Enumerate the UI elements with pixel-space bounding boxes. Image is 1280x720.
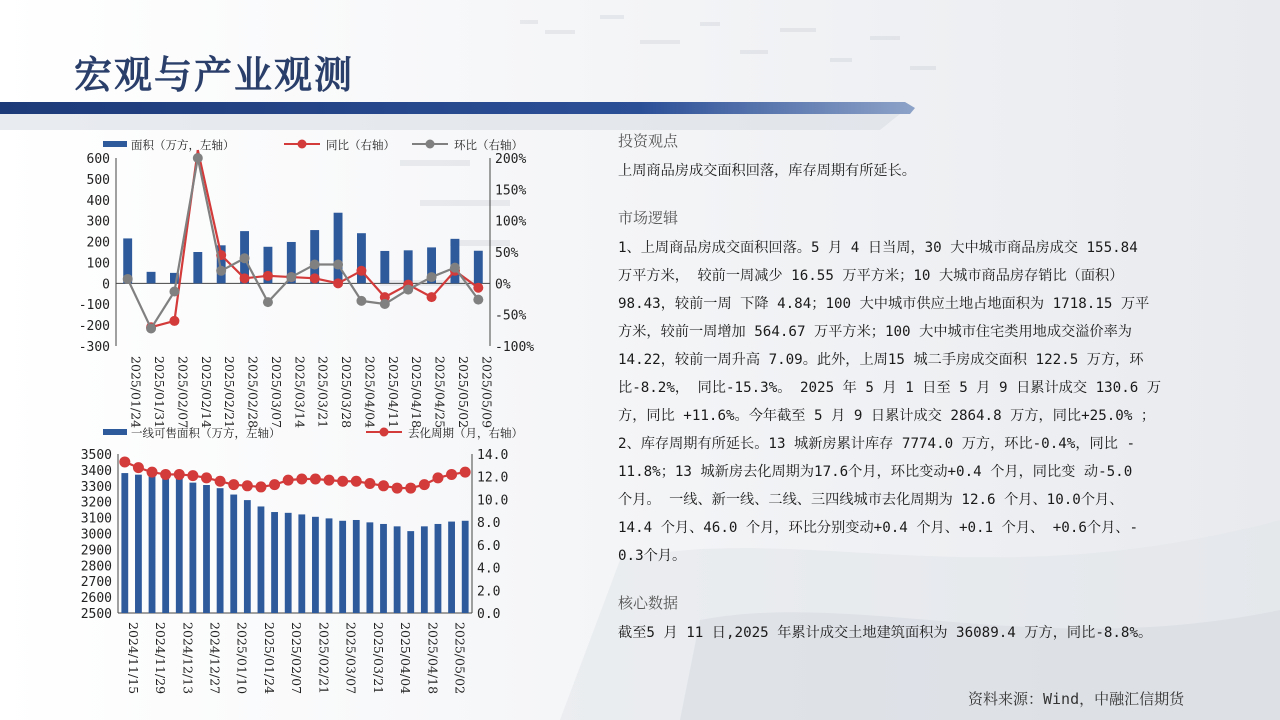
legend-label: 一线可售面积（万方，左轴） bbox=[131, 426, 281, 440]
x-tick-label: 2025/04/25 bbox=[432, 356, 448, 429]
y-tick-label-right: 14.0 bbox=[477, 448, 509, 463]
bar bbox=[135, 475, 142, 613]
x-tick-label: 2024/11/29 bbox=[153, 622, 169, 695]
y-tick-label-left: -200 bbox=[78, 319, 110, 335]
series-marker bbox=[427, 272, 437, 282]
y-tick-label-left: 3300 bbox=[80, 479, 112, 495]
x-tick-label: 2025/02/21 bbox=[316, 622, 332, 695]
right-text-panel bbox=[618, 130, 1238, 647]
source-note: 资料来源：Wind，中融汇信期货 bbox=[968, 690, 1185, 708]
bar bbox=[244, 500, 251, 613]
bar bbox=[421, 526, 428, 613]
series-marker bbox=[378, 480, 389, 491]
x-tick-label: 2025/02/21 bbox=[222, 356, 238, 429]
y-tick-label-right: 0% bbox=[495, 277, 511, 293]
bar bbox=[326, 518, 333, 613]
series-marker bbox=[296, 473, 307, 484]
series-marker bbox=[242, 480, 253, 491]
bar bbox=[285, 513, 292, 613]
y-tick-label-left: 3400 bbox=[80, 463, 112, 479]
y-tick-label-left: 2800 bbox=[80, 559, 112, 575]
series-marker bbox=[333, 260, 343, 270]
series-marker bbox=[123, 274, 133, 284]
legend-label: 环比（右轴） bbox=[454, 138, 523, 152]
y-tick-label-left: 3000 bbox=[80, 527, 112, 543]
series-marker bbox=[119, 456, 130, 467]
series-marker bbox=[240, 273, 250, 283]
series-marker bbox=[310, 260, 320, 270]
series-marker bbox=[337, 476, 348, 487]
bar bbox=[394, 526, 401, 613]
x-tick-label: 2025/02/14 bbox=[198, 356, 214, 429]
x-tick-label: 2025/02/07 bbox=[175, 356, 191, 429]
bar bbox=[258, 506, 265, 613]
x-tick-label: 2025/01/24 bbox=[261, 622, 277, 695]
market-logic-line: 0.3个月。 bbox=[618, 548, 687, 564]
x-tick-label: 2025/02/28 bbox=[245, 356, 261, 429]
y-tick-label-right: 8.0 bbox=[477, 516, 501, 532]
y-tick-label-left: 0 bbox=[102, 277, 110, 293]
market-logic-line: 方米，较前一周增加 564.67 万平方米；100 大中城市住宅类用地成交溢价率为 bbox=[618, 324, 1132, 340]
series-marker bbox=[187, 470, 198, 481]
market-logic-line: 比-8.2%， 同比-15.3%。 2025 年 5 月 1 日至 5 月 9 日累计成交 130.6 万 bbox=[618, 380, 1162, 396]
legend-label: 同比（右轴） bbox=[326, 138, 395, 152]
bar bbox=[189, 483, 196, 613]
series-marker bbox=[133, 462, 144, 473]
y-tick-label-left: -100 bbox=[78, 298, 110, 314]
series-marker bbox=[174, 469, 185, 480]
y-tick-label-left: 500 bbox=[86, 172, 110, 188]
series-marker bbox=[269, 479, 280, 490]
series-marker bbox=[310, 473, 321, 484]
legend-bar-swatch bbox=[103, 429, 127, 435]
series-marker bbox=[380, 299, 390, 309]
bar bbox=[230, 495, 237, 613]
y-tick-label-left: 3100 bbox=[80, 511, 112, 527]
legend-marker bbox=[380, 428, 389, 437]
legend-label: 去化周期（月，右轴） bbox=[408, 426, 523, 440]
x-tick-label: 2025/04/11 bbox=[385, 356, 401, 429]
series-marker bbox=[460, 467, 471, 478]
x-tick-label: 2025/05/02 bbox=[455, 356, 471, 429]
market-logic-line: 11.8%；13 城新房去化周期为17.6个月，环比变动+0.4 个月，同比变 动-5.0 bbox=[618, 464, 1133, 480]
series-marker bbox=[419, 479, 430, 490]
series-marker bbox=[427, 292, 437, 302]
series-marker bbox=[215, 476, 226, 487]
y-tick-label-right: 150% bbox=[495, 183, 527, 199]
x-tick-label: 2025/04/18 bbox=[409, 356, 425, 429]
market-logic-line: 个月。 一线、新一线、二线、三四线城市去化周期为 12.6 个月、10.0个月、 bbox=[618, 492, 1124, 508]
series-marker bbox=[147, 467, 158, 478]
y-tick-label-left: 2600 bbox=[80, 591, 112, 607]
y-tick-label-right: -100% bbox=[495, 340, 535, 355]
x-tick-label: 2025/05/09 bbox=[479, 356, 495, 429]
market-logic-line: 98.43，较前一周 下降 4.84；100 大中城市供应土地占地面积为 1718.15 万平 bbox=[618, 296, 1150, 312]
legend-marker bbox=[298, 140, 307, 149]
series-marker bbox=[473, 283, 483, 293]
bar bbox=[407, 531, 414, 613]
y-tick-label-right: 0.0 bbox=[477, 607, 501, 622]
section-heading-core-data: 核心数据 bbox=[618, 594, 679, 612]
x-tick-label: 2025/04/04 bbox=[362, 356, 378, 429]
bar bbox=[193, 252, 202, 283]
bar bbox=[435, 524, 442, 613]
market-logic-line: 2、库存周期有所延长。13 城新房累计库存 7774.0 万方，环比-0.4%，同比 - bbox=[618, 436, 1135, 452]
y-tick-label-left: 3500 bbox=[80, 448, 112, 463]
y-tick-label-right: 12.0 bbox=[477, 470, 509, 486]
bar bbox=[380, 524, 387, 613]
series-marker bbox=[324, 475, 335, 486]
y-tick-label-right: 4.0 bbox=[477, 561, 501, 577]
x-tick-label: 2025/01/10 bbox=[234, 622, 250, 695]
market-logic-line: 方，同比 +11.6%。今年截至 5 月 9 日累计成交 2864.8 万方，同比+25.0% ； bbox=[618, 408, 1156, 424]
y-tick-label-right: 2.0 bbox=[477, 584, 501, 600]
series-line-segment bbox=[198, 150, 221, 255]
market-logic-text bbox=[618, 234, 1238, 570]
x-tick-label: 2025/01/31 bbox=[152, 356, 168, 429]
series-marker bbox=[201, 472, 212, 483]
bar bbox=[271, 512, 278, 613]
bar bbox=[149, 475, 156, 613]
series-marker bbox=[403, 285, 413, 295]
series-marker bbox=[364, 478, 375, 489]
series-marker bbox=[473, 295, 483, 305]
series-marker bbox=[450, 263, 460, 273]
series-marker bbox=[356, 266, 366, 276]
series-marker bbox=[446, 469, 457, 480]
bar bbox=[462, 521, 469, 613]
bar bbox=[404, 250, 413, 283]
x-tick-label: 2024/12/13 bbox=[180, 622, 196, 695]
market-logic-line: 万平方米， 较前一周减少 16.55 万平方米；10 大城市商品房存销比（面积） bbox=[618, 268, 1124, 284]
series-marker bbox=[228, 479, 239, 490]
x-tick-label: 2025/03/21 bbox=[315, 356, 331, 429]
bar bbox=[448, 522, 455, 613]
series-marker bbox=[283, 475, 294, 486]
section-heading-market-logic: 市场逻辑 bbox=[618, 209, 679, 227]
y-tick-label-right: 10.0 bbox=[477, 493, 509, 509]
x-tick-label: 2025/02/07 bbox=[289, 622, 305, 695]
core-data-text: 截至5 月 11 日,2025 年累计成交土地建筑面积为 36089.4 万方，同比-8.8%。 bbox=[618, 625, 1153, 641]
market-logic-line: 14.22，较前一周升高 7.09。此外，上周15 城二手房成交面积 122.5 万方，环 bbox=[618, 352, 1144, 368]
series-marker bbox=[193, 153, 203, 163]
series-marker bbox=[351, 476, 362, 487]
bar bbox=[450, 239, 459, 283]
y-tick-label-left: 200 bbox=[86, 235, 110, 251]
bar bbox=[298, 514, 305, 613]
series-marker bbox=[392, 483, 403, 494]
bar bbox=[162, 476, 169, 613]
y-tick-label-left: 2700 bbox=[80, 575, 112, 591]
y-tick-label-left: 2500 bbox=[80, 607, 112, 622]
bar bbox=[366, 522, 373, 613]
x-tick-label: 2025/04/04 bbox=[398, 622, 414, 695]
y-tick-label-left: 400 bbox=[86, 193, 110, 209]
legend-label: 面积（万方，左轴） bbox=[131, 138, 235, 152]
x-tick-label: 2024/11/15 bbox=[125, 622, 141, 695]
bar bbox=[474, 251, 483, 284]
y-tick-label-right: 6.0 bbox=[477, 538, 501, 554]
legend-marker bbox=[426, 140, 435, 149]
series-marker bbox=[169, 316, 179, 326]
x-tick-label: 2025/03/14 bbox=[292, 356, 308, 429]
series-marker bbox=[263, 297, 273, 307]
bar bbox=[380, 251, 389, 283]
page-title: 宏观与产业观测 bbox=[74, 52, 355, 97]
series-marker bbox=[146, 323, 156, 333]
bar bbox=[217, 488, 224, 613]
y-tick-label-right: 100% bbox=[495, 214, 527, 230]
x-tick-label: 2025/03/07 bbox=[268, 356, 284, 429]
y-tick-label-left: 2900 bbox=[80, 543, 112, 559]
y-tick-label-left: 300 bbox=[86, 214, 110, 230]
y-tick-label-left: 100 bbox=[86, 256, 110, 272]
x-tick-label: 2024/12/27 bbox=[207, 622, 223, 695]
series-marker bbox=[255, 481, 266, 492]
y-tick-label-right: -50% bbox=[495, 308, 527, 324]
series-marker bbox=[432, 472, 443, 483]
bar bbox=[353, 520, 360, 613]
series-marker bbox=[286, 272, 296, 282]
bar bbox=[339, 521, 346, 613]
market-logic-line: 14.4 个月、46.0 个月，环比分别变动+0.4 个月、+0.1 个月、 +0.6个月、- bbox=[618, 520, 1139, 536]
y-tick-label-left: -300 bbox=[78, 340, 110, 355]
legend-bar-swatch bbox=[103, 141, 127, 147]
bar bbox=[203, 485, 210, 613]
y-tick-label-right: 50% bbox=[495, 246, 519, 261]
bar bbox=[147, 272, 156, 283]
x-tick-label: 2025/03/21 bbox=[370, 622, 386, 695]
series-marker bbox=[216, 266, 226, 276]
series-marker bbox=[169, 286, 179, 296]
series-marker bbox=[333, 278, 343, 288]
bar bbox=[334, 213, 343, 284]
y-tick-label-left: 600 bbox=[86, 152, 110, 167]
y-tick-label-left: 3200 bbox=[80, 495, 112, 511]
x-tick-label: 2025/03/28 bbox=[339, 356, 355, 429]
series-marker bbox=[405, 483, 416, 494]
series-marker bbox=[310, 273, 320, 283]
market-logic-line: 1、上周商品房成交面积回落。5 月 4 日当周，30 大中城市商品房成交 155.84 bbox=[618, 240, 1138, 256]
x-tick-label: 2025/03/07 bbox=[343, 622, 359, 695]
x-tick-label: 2025/01/24 bbox=[128, 356, 144, 429]
series-marker bbox=[356, 296, 366, 306]
x-tick-label: 2025/05/02 bbox=[452, 622, 468, 695]
series-line-segment bbox=[128, 279, 151, 329]
series-marker bbox=[263, 271, 273, 281]
bar bbox=[121, 473, 128, 613]
investment-view-text: 上周商品房成交面积回落，库存周期有所延长。 bbox=[618, 163, 916, 179]
section-heading-investment-view: 投资观点 bbox=[618, 132, 679, 150]
y-tick-label-right: 200% bbox=[495, 152, 527, 167]
x-tick-label: 2025/04/18 bbox=[425, 622, 441, 695]
series-marker bbox=[240, 253, 250, 263]
bar bbox=[312, 517, 319, 613]
bar bbox=[176, 477, 183, 613]
series-marker bbox=[160, 469, 171, 480]
